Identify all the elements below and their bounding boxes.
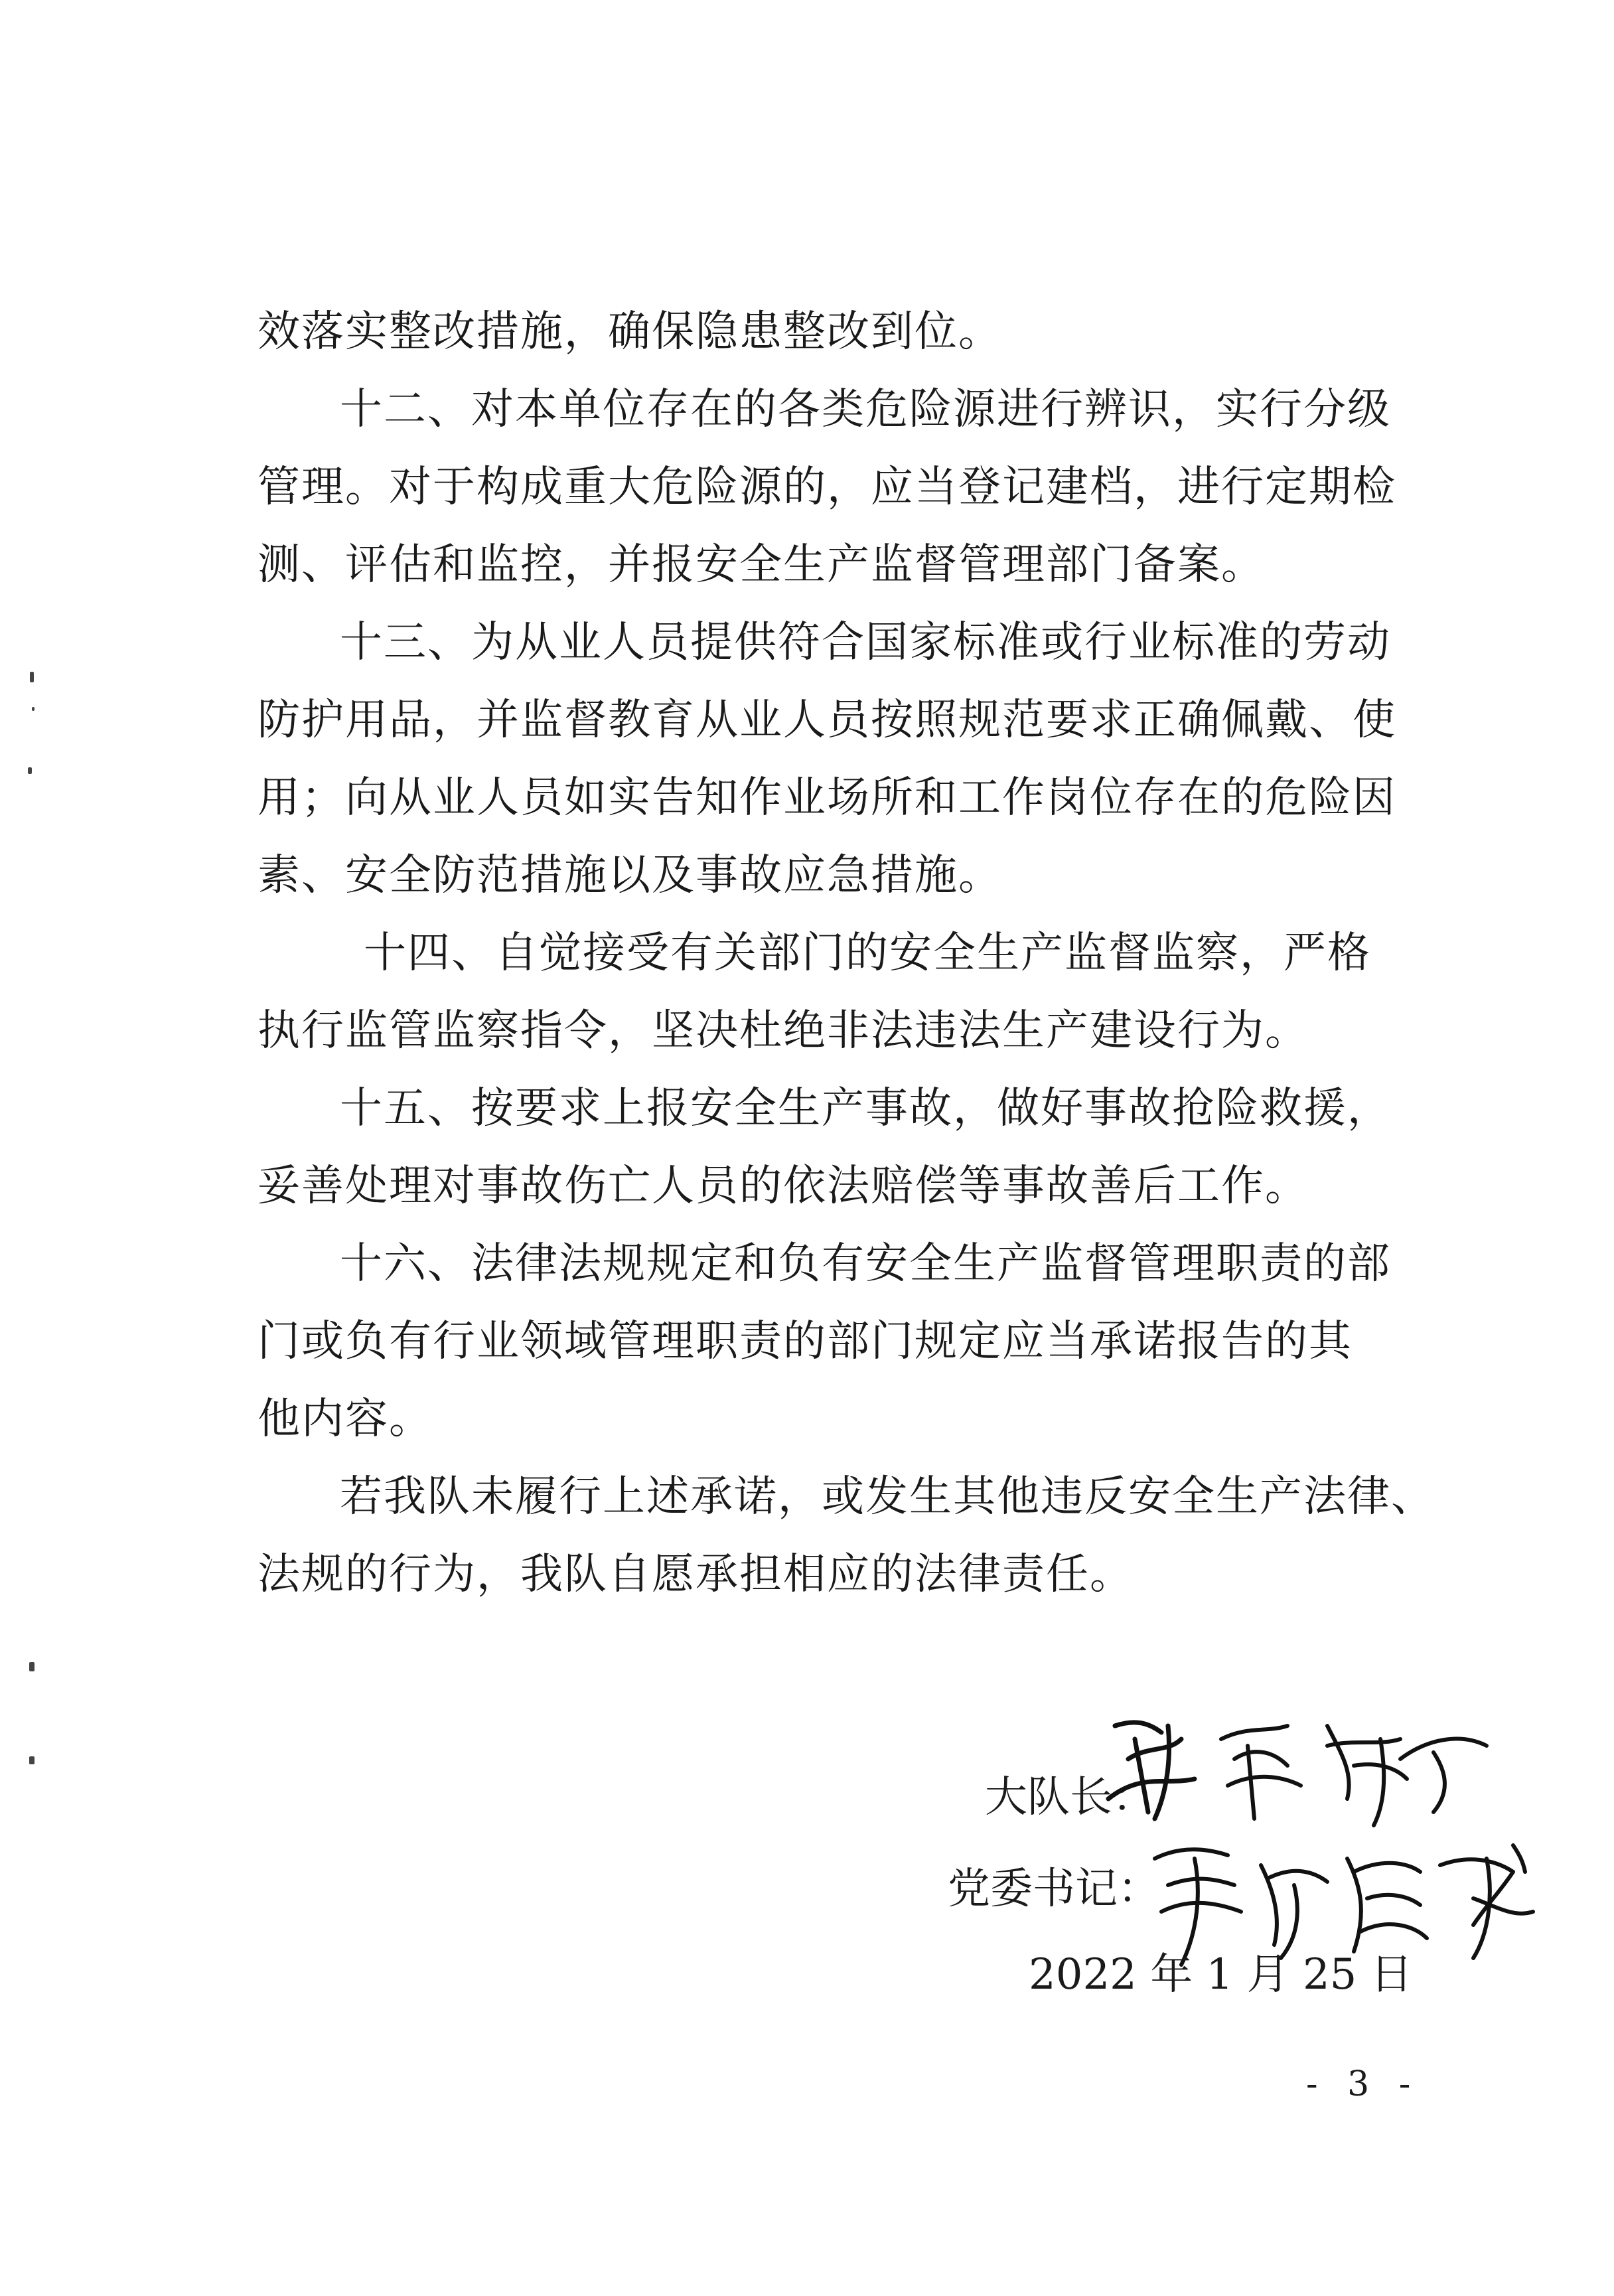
secretary-label: 党委书记： bbox=[948, 1865, 1160, 1914]
scan-mark bbox=[29, 1756, 35, 1764]
signing-date: 2022 年 1 月 25 日 bbox=[1029, 1950, 1413, 1999]
text-line-15: 他内容。 bbox=[257, 1395, 433, 1444]
scan-mark bbox=[28, 767, 32, 774]
text-line-6: 防护用品，并监督教育从业人员按照规范要求正确佩戴、使 bbox=[257, 696, 1396, 745]
text-line-11: 十五、按要求上报安全生产事故，做好事故抢险救援， bbox=[340, 1084, 1391, 1133]
captain-signature bbox=[1088, 1699, 1500, 1832]
text-line-5: 十三、为从业人员提供符合国家标准或行业标准的劳动 bbox=[340, 618, 1391, 667]
text-line-13: 十六、法律法规规定和负有安全生产监督管理职责的部 bbox=[340, 1239, 1391, 1288]
text-line-17: 法规的行为，我队自愿承担相应的法律责任。 bbox=[257, 1550, 1134, 1599]
text-line-7: 用；向从业人员如实告知作业场所和工作岗位存在的危险因 bbox=[257, 773, 1396, 822]
text-line-4: 测、评估和监控，并报安全生产监督管理部门备案。 bbox=[257, 540, 1265, 589]
text-line-9: 十四、自觉接受有关部门的安全生产监督监察，严格 bbox=[364, 929, 1371, 978]
text-line-10: 执行监管监察指令，坚决杜绝非法违法生产建设行为。 bbox=[257, 1006, 1309, 1055]
text-line-2: 十二、对本单位存在的各类危险源进行辨识，实行分级 bbox=[340, 385, 1391, 434]
captain-label: 大队长： bbox=[985, 1773, 1155, 1822]
text-line-8: 素、安全防范措施以及事故应急措施。 bbox=[257, 851, 1002, 900]
text-line-14: 门或负有行业领域管理职责的部门规定应当承诺报告的其 bbox=[257, 1317, 1353, 1366]
scan-mark bbox=[32, 707, 35, 711]
scan-mark bbox=[29, 1662, 35, 1671]
scan-mark bbox=[30, 672, 34, 682]
text-line-1: 效落实整改措施，确保隐患整改到位。 bbox=[257, 307, 1002, 356]
text-line-3: 管理。对于构成重大危险源的，应当登记建档，进行定期检 bbox=[257, 463, 1396, 512]
text-line-16: 若我队未履行上述承诺，或发生其他违反安全生产法律、 bbox=[340, 1472, 1435, 1521]
page-number: - 3 - bbox=[1306, 2064, 1420, 2104]
text-line-12: 妥善处理对事故伤亡人员的依法赔偿等事故善后工作。 bbox=[257, 1162, 1309, 1211]
